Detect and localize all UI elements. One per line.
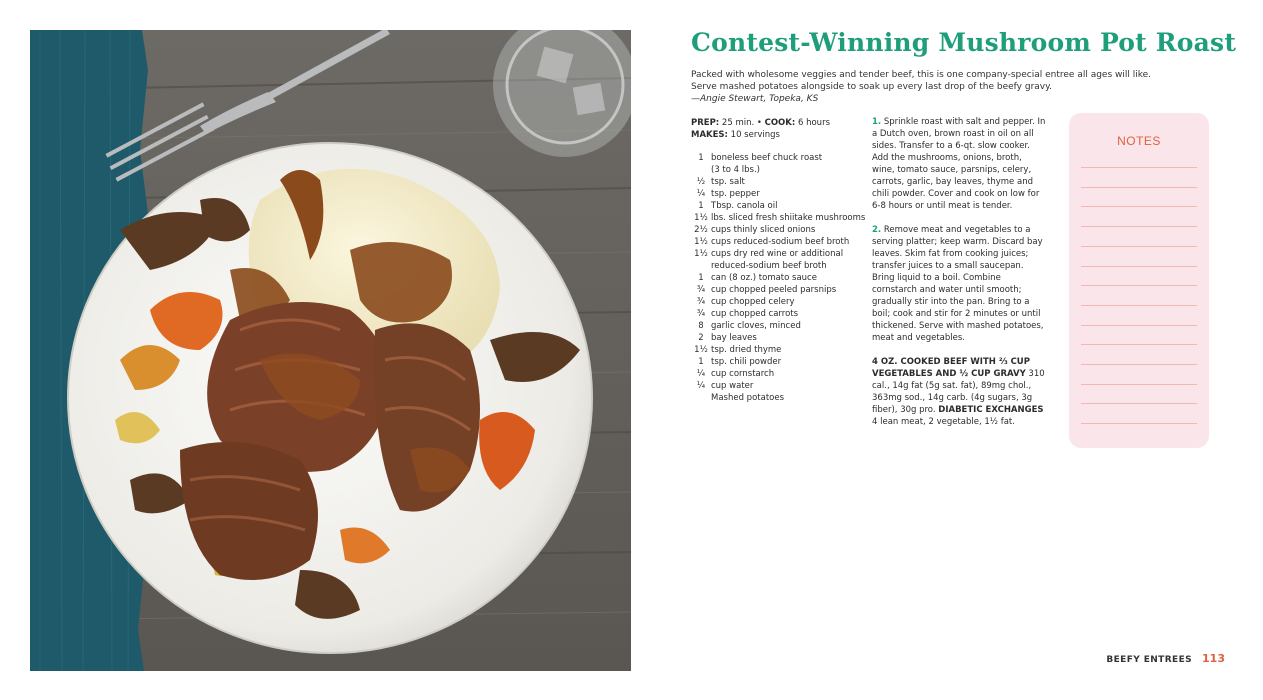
nutrition-text: 310 cal., 14g fat (5g sat. fat), 89mg chol., 363mg sod., 14g carb. (4g sugars, 3g fiber), 30g pro. [872, 369, 1045, 415]
footer-section: BEEFY ENTREES [1106, 655, 1193, 665]
meta-separator: • [756, 118, 762, 128]
prep-cook-line [691, 117, 871, 129]
ingredient-qty: ½ [696, 177, 706, 187]
recipe-steps [872, 116, 1047, 440]
prep-value: 25 min. [721, 118, 755, 128]
ingredient-text: tsp. salt [711, 177, 745, 187]
page-footer [1106, 652, 1225, 665]
notes-rule-line [1081, 285, 1197, 286]
ingredient-text: tsp. pepper [711, 189, 760, 199]
ingredient-item [691, 236, 866, 248]
notes-rule-line [1081, 266, 1197, 267]
ingredient-list [691, 152, 866, 404]
notes-rule-line [1081, 246, 1197, 247]
notes-title: NOTES [1117, 134, 1161, 148]
ingredient-qty: 2 [698, 333, 704, 343]
ingredient-text: cup chopped carrots [711, 309, 799, 319]
ingredient-qty: ¼ [696, 381, 706, 391]
makes-value: 10 servings [730, 130, 780, 140]
ingredient-text: lbs. sliced fresh shiitake mushrooms [711, 213, 866, 223]
ingredient-qty: ¾ [696, 309, 706, 319]
ingredient-text: boneless beef chuck roast [711, 153, 823, 163]
notes-rule-line [1081, 403, 1197, 404]
ingredient-qty: 1 [698, 273, 704, 283]
ingredient-text: can (8 oz.) tomato sauce [711, 273, 817, 283]
step-text: Sprinkle roast with salt and pepper. In a Dutch oven, brown roast in oil on all sides. Transfer to a 6-qt. slow cooker. Add the mushrooms, onions, broth, wine, tomato sauce, parsnips, celery, carrots, garlic, bay leaves, thyme and chili powder. Cover and cook on low for 6-8 hours or until meat is tender. [872, 117, 1046, 211]
ingredient-text: cups thinly sliced onions [711, 225, 816, 235]
ingredient-item [691, 188, 866, 200]
notes-rule-line [1081, 384, 1197, 385]
recipe-title: Contest-Winning Mushroom Pot Roast [691, 28, 1237, 57]
notes-rule-line [1081, 187, 1197, 188]
ingredient-qty: 2½ [694, 225, 708, 235]
notes-rule-line [1081, 226, 1197, 227]
ingredient-text: (3 to 4 lbs.) [711, 165, 760, 175]
ingredient-qty: ¾ [696, 297, 706, 307]
notes-rule-line [1081, 325, 1197, 326]
ingredient-text: cup chopped peeled parsnips [711, 285, 837, 295]
notes-rule-line [1081, 364, 1197, 365]
nutrition-facts [872, 356, 1047, 428]
ingredient-item [691, 368, 866, 380]
ingredient-item [691, 356, 866, 368]
notes-box [1069, 113, 1209, 448]
ingredient-text: garlic cloves, minced [711, 321, 801, 331]
ingredient-item [691, 380, 866, 392]
notes-rule-line [1081, 423, 1197, 424]
notes-rule-line [1081, 206, 1197, 207]
ingredient-item [691, 284, 866, 296]
diabetic-exchanges-label: DIABETIC EXCHANGES [938, 405, 1044, 415]
notes-rule-line [1081, 305, 1197, 306]
ingredient-item [691, 308, 866, 320]
intro-text: Packed with wholesome veggies and tender beef, this is one company-special entree all ages will like. Serve mashed potatoes alongside to soak up every last drop of the beefy gravy. [691, 70, 1152, 92]
step-text: Remove meat and vegetables to a serving platter; keep warm. Discard bay leaves. Skim fat from cooking juices; transfer juices to a small saucepan. Bring liquid to a boil. Combine cornstarch and water until smooth; gradually stir into the pan. Bring to a boil; cook and stir for 2 minutes or until thickened. Serve with mashed potatoes, meat and vegetables. [872, 225, 1044, 343]
ingredient-qty: ¾ [696, 285, 706, 295]
notes-rule-line [1081, 167, 1197, 168]
ingredient-qty: ¼ [696, 189, 706, 199]
ingredient-item [691, 152, 866, 164]
ingredient-text: cup cornstarch [711, 369, 775, 379]
ingredient-text: cups reduced-sodium beef broth [711, 237, 850, 247]
ingredient-qty: 1½ [694, 345, 708, 355]
ingredient-qty: 1 [698, 201, 704, 211]
ingredient-qty [691, 260, 711, 272]
ingredient-qty: 8 [698, 321, 704, 331]
ingredient-item [691, 224, 866, 236]
diabetic-exchanges-text: 4 lean meat, 2 vegetable, 1½ fat. [872, 417, 1015, 427]
notes-rule-line [1081, 344, 1197, 345]
ingredient-text: tsp. chili powder [711, 357, 782, 367]
ingredient-text: cups dry red wine or additional [711, 249, 844, 259]
recipe-intro [691, 69, 1161, 105]
step-2 [872, 224, 1047, 344]
ingredient-item [691, 260, 866, 272]
ingredient-item [691, 272, 866, 284]
step-1 [872, 116, 1047, 212]
ingredient-item [691, 392, 866, 404]
step-number: 1. [872, 117, 882, 127]
ingredient-qty [691, 392, 711, 404]
cook-value: 6 hours [797, 118, 830, 128]
page-number: 113 [1202, 652, 1225, 665]
step-number: 2. [872, 225, 882, 235]
ingredient-qty: 1½ [694, 249, 708, 259]
recipe-meta [691, 117, 871, 141]
ingredient-qty: 1 [698, 357, 704, 367]
ingredient-text: tsp. dried thyme [711, 345, 782, 355]
makes-label: MAKES: [691, 130, 728, 140]
ingredient-qty: 1½ [694, 237, 708, 247]
ingredient-text: cup chopped celery [711, 297, 795, 307]
ingredient-qty: 1 [698, 153, 704, 163]
ingredient-qty [691, 164, 711, 176]
ingredient-item [691, 332, 866, 344]
makes-line [691, 129, 871, 141]
ingredient-text: reduced-sodium beef broth [711, 261, 827, 271]
ingredient-text: bay leaves [711, 333, 757, 343]
ingredient-item [691, 176, 866, 188]
ingredient-item [691, 212, 866, 224]
ingredient-item [691, 296, 866, 308]
ingredient-qty: 1½ [694, 213, 708, 223]
ingredient-item [691, 344, 866, 356]
recipe-attribution: —Angie Stewart, Topeka, KS [691, 94, 819, 104]
cook-label: COOK: [764, 118, 796, 128]
ingredient-item [691, 320, 866, 332]
ingredient-text: cup water [711, 381, 754, 391]
ingredient-qty: ¼ [696, 369, 706, 379]
ingredient-item [691, 248, 866, 260]
ingredient-item [691, 200, 866, 212]
ingredient-text: Mashed potatoes [711, 393, 785, 403]
nutrition-heading: 4 OZ. COOKED BEEF WITH ⅔ CUP VEGETABLES AND ½ CUP GRAVY [872, 357, 1030, 379]
ingredient-text: Tbsp. canola oil [711, 201, 778, 211]
recipe-photo [30, 30, 631, 671]
prep-label: PREP: [691, 118, 720, 128]
ingredient-item [691, 164, 866, 176]
